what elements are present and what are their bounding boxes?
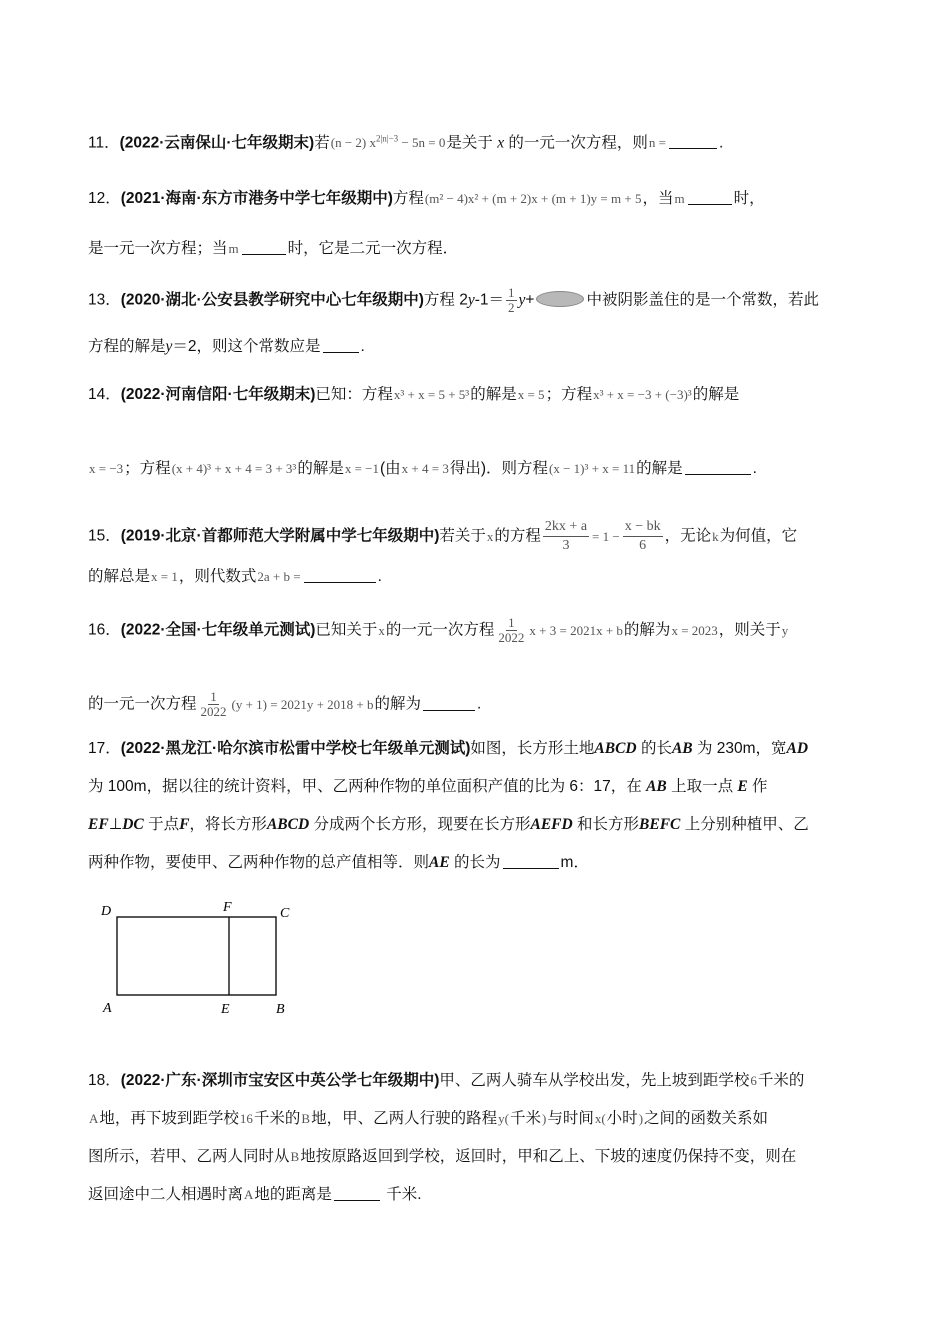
equation-base: (n − 2) x bbox=[330, 135, 376, 151]
answer-blank[interactable] bbox=[323, 336, 359, 353]
question-source: (2019·北京·首都师范大学附属中学七年级期中) bbox=[120, 527, 440, 545]
equation: x³ + x = −3 + (−3)³ bbox=[593, 387, 692, 402]
equation: x + 4 = 3 bbox=[401, 461, 449, 476]
answer-blank[interactable] bbox=[503, 852, 559, 869]
question-number: 18． bbox=[88, 1072, 121, 1089]
question-17-line-3 bbox=[88, 814, 809, 836]
text: 的解为 bbox=[623, 621, 671, 639]
text: 图所示，若甲、乙两人同时从 bbox=[88, 1148, 290, 1165]
rectangle-abcd bbox=[117, 917, 276, 995]
text: . bbox=[477, 695, 482, 713]
equation bbox=[331, 135, 446, 150]
variable: x bbox=[378, 622, 385, 638]
text: 甲、乙两人骑车从学校出发，先上坡到距学校 bbox=[439, 1072, 750, 1089]
text: 地，再下坡到距学校 bbox=[99, 1110, 239, 1127]
text: 的解是 bbox=[636, 460, 683, 477]
text: 若关于 bbox=[439, 527, 486, 545]
variable: x( bbox=[594, 1111, 606, 1126]
question-source: (2022·云南保山·七年级期末) bbox=[119, 134, 315, 152]
question-12 bbox=[88, 188, 765, 210]
label: A bbox=[244, 1187, 254, 1202]
label: ABCD bbox=[266, 816, 310, 833]
text: 千米的 bbox=[757, 1072, 805, 1089]
fraction bbox=[623, 518, 663, 555]
label: F bbox=[179, 816, 190, 833]
answer-blank[interactable] bbox=[423, 694, 475, 711]
equation: x + 3 = 2021x + b bbox=[529, 622, 623, 638]
question-source: (2022·广东·深圳市宝安区中英公学七年级期中) bbox=[120, 1072, 440, 1089]
text: 时， bbox=[733, 190, 765, 207]
symbol: ) bbox=[541, 1111, 547, 1126]
label-e: E bbox=[221, 1002, 230, 1017]
text: . bbox=[377, 568, 382, 585]
text: 的解是 bbox=[297, 460, 344, 477]
equation: (x + 4)³ + x + 4 = 3 + 3³ bbox=[171, 461, 297, 476]
equation: x = −3 bbox=[89, 461, 124, 476]
text: 地的距离是 bbox=[254, 1186, 332, 1203]
text: ，当 bbox=[642, 190, 674, 207]
fraction-numerator: 2kx + a bbox=[543, 518, 589, 537]
text: 返回途中二人相遇时离 bbox=[88, 1186, 244, 1203]
fraction bbox=[199, 690, 229, 719]
text: 的解是 bbox=[692, 386, 740, 403]
label: AD bbox=[786, 740, 809, 757]
text: m． bbox=[560, 854, 589, 871]
text: ；方程 bbox=[124, 460, 171, 477]
label: DC bbox=[122, 816, 144, 833]
question-12-line-2 bbox=[88, 238, 458, 260]
label: AB bbox=[646, 778, 667, 795]
fraction bbox=[496, 616, 526, 645]
text: 的长 bbox=[640, 740, 672, 757]
fraction bbox=[543, 518, 589, 555]
fraction-numerator: 1 bbox=[508, 615, 515, 630]
question-16 bbox=[88, 616, 789, 645]
label: AEFD bbox=[530, 816, 573, 833]
text: . bbox=[752, 460, 757, 477]
text: 的解是 bbox=[470, 386, 517, 403]
symbol: ) bbox=[638, 1111, 644, 1126]
text: (由 bbox=[380, 460, 401, 477]
variable: y bbox=[467, 291, 475, 309]
text: 之间的函数关系如 bbox=[644, 1110, 769, 1127]
text: 方程 bbox=[392, 190, 424, 207]
text: . bbox=[360, 338, 365, 355]
question-11 bbox=[88, 128, 723, 154]
question-18-line-3 bbox=[88, 1146, 796, 1168]
equation: x = 1 bbox=[151, 569, 178, 584]
text: ＝2，则这个常数应是 bbox=[172, 338, 321, 355]
text: 和长方形 bbox=[577, 816, 640, 833]
text: 千米. bbox=[386, 1186, 422, 1203]
equation: (m² − 4)x² + (m + 2)x + (m + 1)y = m + 5 bbox=[424, 191, 642, 206]
text: ；方程 bbox=[545, 386, 593, 403]
text: -1＝ bbox=[474, 291, 505, 309]
fraction bbox=[506, 286, 517, 315]
question-16-line-2 bbox=[88, 690, 481, 719]
variable: y bbox=[781, 622, 789, 638]
label: AE bbox=[429, 854, 450, 871]
question-18-line-2 bbox=[88, 1108, 768, 1130]
fraction-numerator: 1 bbox=[210, 689, 217, 704]
text: 千米 bbox=[509, 1110, 541, 1127]
question-13-line-2 bbox=[88, 336, 365, 358]
label: B bbox=[290, 1149, 300, 1164]
text: 是一元一次方程；当 bbox=[88, 240, 228, 257]
rectangle-diagram bbox=[96, 895, 296, 1023]
text: 两种作物，要使甲、乙两种作物的总产值相等．则 bbox=[88, 854, 430, 871]
question-source: (2021·海南·东方市港务中学七年级期中) bbox=[120, 190, 393, 207]
text: 中被阴影盖住的是一个常数，若此 bbox=[586, 291, 819, 309]
label: B bbox=[301, 1111, 311, 1126]
equation: x = −1 bbox=[344, 461, 379, 476]
question-17-line-2 bbox=[88, 776, 768, 798]
text: 地按原路返回到学校，返回时，甲和乙上、下坡的速度仍保持不变，则在 bbox=[300, 1148, 797, 1165]
question-18 bbox=[88, 1070, 804, 1092]
equation: x = 2023 bbox=[671, 622, 718, 638]
text: 是关于 bbox=[446, 134, 493, 152]
answer-blank[interactable] bbox=[688, 188, 732, 205]
text: 的一元一次方程 bbox=[385, 621, 495, 639]
question-number: 13． bbox=[88, 291, 121, 309]
text: 分成两个长方形，现要在长方形 bbox=[313, 816, 531, 833]
text: ，无论 bbox=[664, 527, 712, 545]
equation: (y + 1) = 2021y + 2018 + b bbox=[231, 696, 374, 712]
text: 千米的 bbox=[253, 1110, 301, 1127]
question-17 bbox=[88, 738, 808, 760]
text: 的一元一次方程，则 bbox=[508, 134, 648, 152]
variable: k bbox=[712, 528, 719, 544]
equation: x³ + x = 5 + 5³ bbox=[393, 387, 470, 402]
text: 小时 bbox=[606, 1110, 638, 1127]
label: AB bbox=[671, 740, 693, 757]
text: + bbox=[525, 291, 535, 309]
question-13 bbox=[88, 286, 819, 315]
text: 地，甲、乙两人行驶的路程 bbox=[311, 1110, 498, 1127]
fraction-denominator: 2022 bbox=[498, 630, 525, 645]
equation-tail: − 5n = 0 bbox=[398, 135, 446, 151]
question-number: 16． bbox=[88, 621, 121, 639]
equation: (x − 1)³ + x = 11 bbox=[549, 461, 636, 476]
text: 的一元一次方程 bbox=[88, 695, 197, 713]
text: ，则代数式 bbox=[178, 568, 257, 585]
question-14-line-2 bbox=[88, 458, 757, 480]
text: 作 bbox=[752, 778, 768, 795]
question-source: (2022·全国·七年级单元测试) bbox=[120, 621, 316, 639]
equation: 2a + b = bbox=[257, 569, 301, 584]
question-source: (2022·河南信阳·七年级期末) bbox=[120, 386, 316, 403]
label: EF bbox=[88, 816, 109, 833]
variable: x bbox=[486, 528, 494, 544]
text: 已知：方程 bbox=[315, 386, 393, 403]
text: 的方程 bbox=[494, 527, 541, 545]
text: 方程 2 bbox=[423, 291, 468, 309]
text: 为 100m，据以往的统计资料，甲、乙两种作物的单位面积产值的比为 6：17，在 bbox=[88, 778, 642, 795]
text: 上取一点 bbox=[671, 778, 734, 795]
text: ⊥ bbox=[108, 816, 123, 833]
variable: y bbox=[165, 338, 173, 355]
text: ，则关于 bbox=[718, 621, 781, 639]
text: 方程的解是 bbox=[88, 338, 166, 355]
text: 上分别种植甲、乙 bbox=[684, 816, 809, 833]
question-number: 17． bbox=[88, 740, 121, 757]
label: A bbox=[89, 1111, 99, 1126]
variable: m bbox=[674, 191, 685, 206]
fraction-numerator: x − bk bbox=[623, 518, 663, 537]
answer-blank[interactable] bbox=[685, 458, 751, 475]
fraction-numerator: 1 bbox=[508, 285, 515, 300]
variable: x bbox=[497, 134, 505, 152]
answer-blank[interactable] bbox=[242, 238, 286, 255]
question-source: (2020·湖北·公安县教学研究中心七年级期中) bbox=[120, 291, 424, 309]
equation: n = bbox=[648, 135, 666, 151]
label-f: F bbox=[223, 900, 232, 915]
label: E bbox=[737, 778, 748, 795]
fraction-denominator: 6 bbox=[639, 538, 647, 553]
text: 为何值，它 bbox=[719, 527, 798, 545]
question-17-line-4 bbox=[88, 852, 589, 874]
label-d: D bbox=[101, 904, 112, 919]
equation: x = 5 bbox=[517, 387, 545, 402]
variable: y( bbox=[498, 1111, 509, 1126]
label: ABCD bbox=[594, 740, 637, 757]
text: ，将长方形 bbox=[189, 816, 267, 833]
question-number: 14． bbox=[88, 386, 121, 403]
question-number: 11． bbox=[88, 134, 120, 152]
variable: m bbox=[228, 241, 239, 256]
variable: y bbox=[518, 291, 526, 309]
text: 的解总是 bbox=[88, 568, 151, 585]
fraction-denominator: 2 bbox=[508, 300, 515, 315]
question-number: 12． bbox=[88, 190, 121, 207]
label-a: A bbox=[103, 1001, 112, 1016]
text: 得出)．则方程 bbox=[449, 460, 549, 477]
text: . bbox=[719, 134, 724, 152]
label-b: B bbox=[276, 1002, 285, 1017]
number: 6 bbox=[750, 1073, 757, 1088]
answer-blank[interactable] bbox=[669, 132, 717, 149]
fraction-denominator: 3 bbox=[562, 538, 570, 553]
question-15-line-2 bbox=[88, 566, 382, 588]
question-number: 15． bbox=[88, 527, 121, 545]
answer-blank[interactable] bbox=[304, 566, 376, 583]
shaded-constant-blob bbox=[536, 291, 584, 307]
text: 的解为 bbox=[374, 695, 422, 713]
fraction-denominator: 2022 bbox=[200, 704, 227, 719]
text: 如图，长方形土地 bbox=[470, 740, 595, 757]
text: 与时间 bbox=[547, 1110, 594, 1127]
text: 时，它是二元一次方程． bbox=[287, 240, 459, 257]
label-c: C bbox=[280, 906, 290, 921]
question-15 bbox=[88, 518, 797, 555]
number: 16 bbox=[239, 1111, 253, 1126]
text: 于点 bbox=[148, 816, 180, 833]
answer-blank[interactable] bbox=[334, 1184, 380, 1201]
text: 为 230m，宽 bbox=[696, 740, 787, 757]
text: 若 bbox=[314, 134, 330, 152]
text: 已知关于 bbox=[315, 621, 378, 639]
equation: = 1 − bbox=[592, 528, 620, 544]
equation-exponent: 2|n|−3 bbox=[376, 134, 399, 144]
text: 的长为 bbox=[454, 854, 501, 871]
question-source: (2022·黑龙江·哈尔滨市松雷中学校七年级单元测试) bbox=[120, 740, 471, 757]
question-14 bbox=[88, 384, 739, 406]
label: BEFC bbox=[639, 816, 681, 833]
question-18-line-4 bbox=[88, 1184, 422, 1206]
